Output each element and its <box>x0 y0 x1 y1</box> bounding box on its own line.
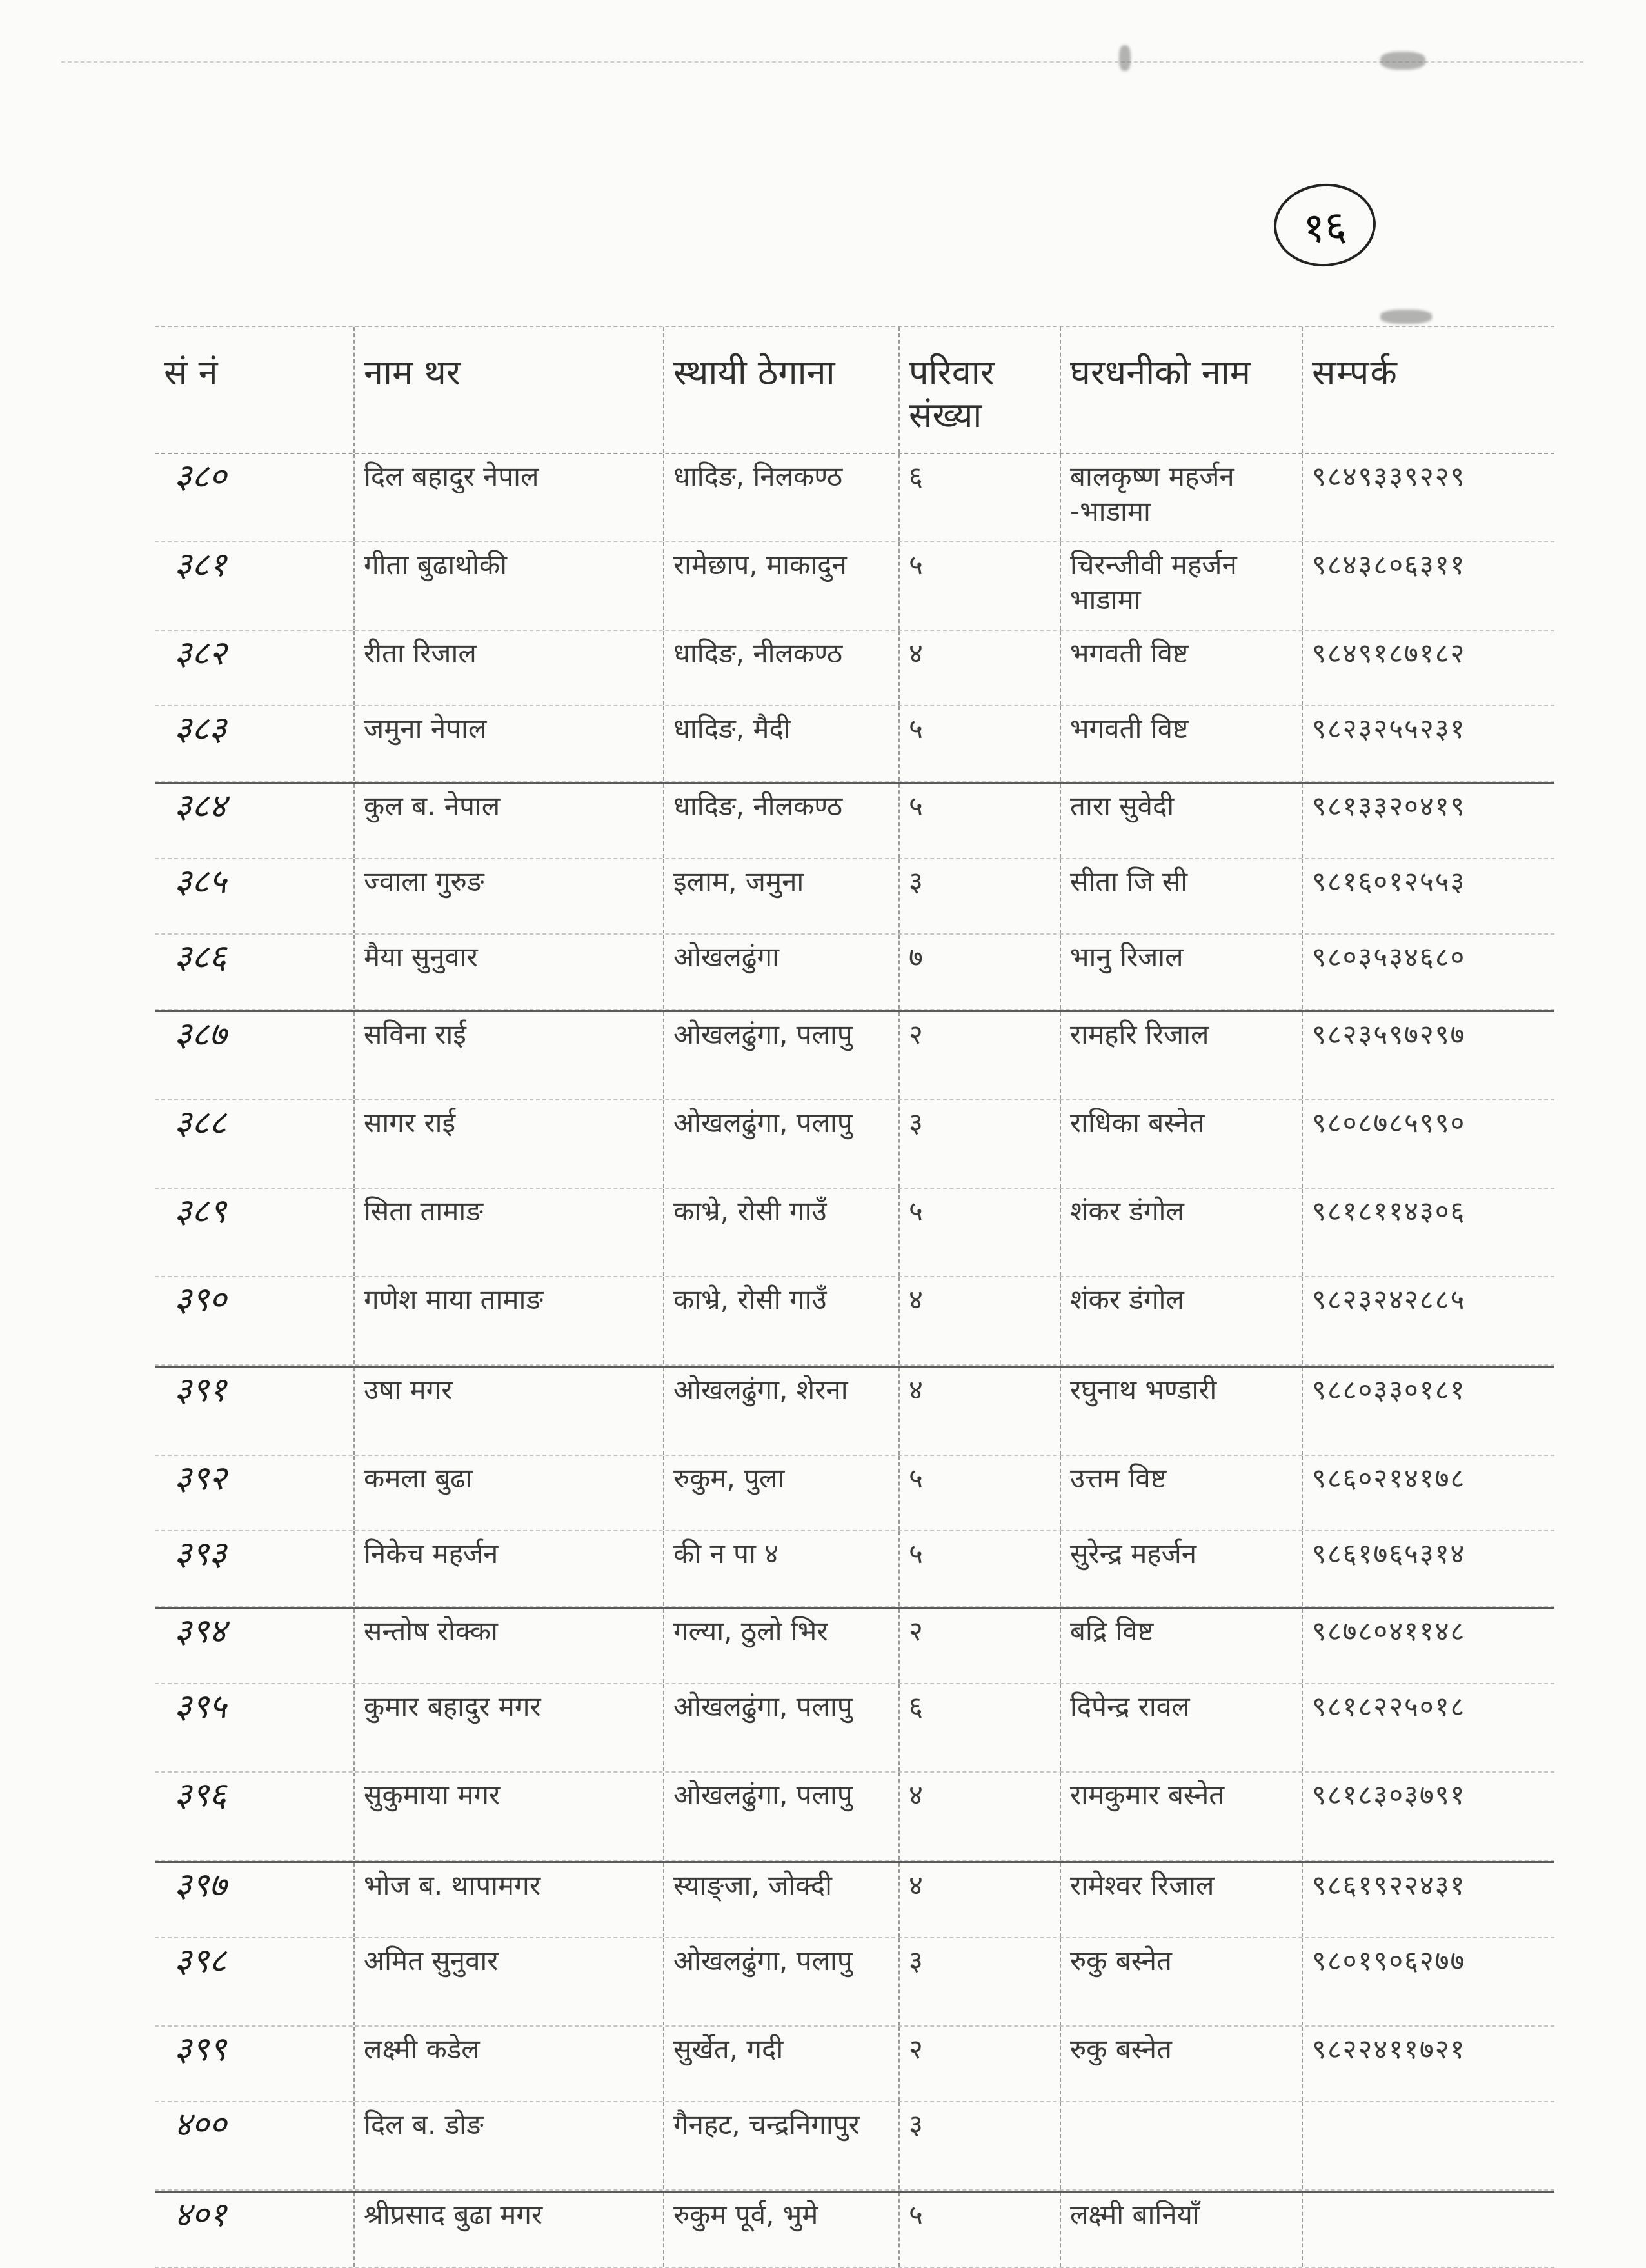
owner-cell: सुरेन्द्र महर्जन <box>1061 1531 1303 1606</box>
contact-cell: ९८१८११४३०६ <box>1312 1195 1466 1227</box>
sn-cell: ३९२ <box>155 1456 355 1530</box>
sn-cell: ३८१ <box>155 542 355 630</box>
sn-cell: ३९१ <box>155 1368 355 1455</box>
address-cell: रामेछाप, माकादुन <box>664 542 900 630</box>
family-size-cell: ५ <box>900 1531 1061 1606</box>
family-size-cell: ६ <box>900 454 1061 541</box>
name-cell: रीता रिजाल <box>355 631 664 705</box>
name-cell: दिल बहादुर नेपाल <box>355 454 664 541</box>
owner-cell: सीता जि सी <box>1061 859 1303 933</box>
contact-cell: ९८६१७६५३१४ <box>1312 1538 1466 1569</box>
name-cell: भोज ब. थापामगर <box>355 1863 664 1937</box>
sn-cell: ४०० <box>155 2102 355 2189</box>
page-number: १६ <box>1271 181 1379 270</box>
address-cell: रुकुम, पुला <box>664 1456 900 1530</box>
name-cell: गणेश माया तामाङ <box>355 1277 664 1364</box>
name-cell: सन्तोष रोक्का <box>355 1609 664 1683</box>
table-row <box>155 454 1554 542</box>
table-row <box>155 935 1554 1010</box>
name-cell: लक्ष्मी कडेल <box>355 2027 664 2101</box>
address-cell: की न पा ४ <box>664 1531 900 1606</box>
sn-cell: ३९३ <box>155 1531 355 1606</box>
address-cell: ओखलढुंगा, पलापु <box>664 1684 900 1771</box>
family-size-cell: ५ <box>900 1456 1061 1530</box>
family-size-cell: ४ <box>900 1863 1061 1937</box>
table-row <box>155 1366 1554 1456</box>
contact-cell: ९८१६०१२५५३ <box>1312 866 1466 897</box>
top-scan-edge <box>61 61 1583 63</box>
contact-cell: ९८२३२५५२३१ <box>1312 713 1466 744</box>
owner-cell: भगवती विष्ट <box>1061 631 1303 705</box>
sn-cell: ३९७ <box>155 1863 355 1937</box>
owner-cell: भानु रिजाल <box>1061 935 1303 1009</box>
sn-cell: ३८८ <box>155 1100 355 1188</box>
table-row <box>155 1607 1554 1684</box>
table-row <box>155 1100 1554 1189</box>
name-cell: जमुना नेपाल <box>355 706 664 781</box>
contact-cell: ९८२३५९७२९७ <box>1312 1019 1466 1050</box>
owner-cell: लक्ष्मी बानियाँ <box>1061 2193 1303 2267</box>
contact-cell: ९८७८०४११४८ <box>1312 1615 1466 1647</box>
table-row <box>155 1277 1554 1366</box>
address-cell: गैनहट, चन्द्रनिगापुर <box>664 2102 900 2189</box>
table-row <box>155 2102 1554 2191</box>
table-row <box>155 1773 1554 1861</box>
table-row <box>155 631 1554 706</box>
name-cell: दिल ब. डोङ <box>355 2102 664 2189</box>
address-cell: ओखलढुंगा, शेरना <box>664 1368 900 1455</box>
sn-cell: ३८५ <box>155 859 355 933</box>
table-row <box>155 1938 1554 2027</box>
family-size-cell: ५ <box>900 1189 1061 1276</box>
table-body <box>155 454 1554 2268</box>
owner-cell: उत्तम विष्ट <box>1061 1456 1303 1530</box>
family-size-cell: ४ <box>900 1277 1061 1364</box>
sn-cell: ३८६ <box>155 935 355 1009</box>
owner-cell: रामेश्वर रिजाल <box>1061 1863 1303 1937</box>
scan-smudge <box>1380 52 1425 70</box>
family-size-cell: ५ <box>900 2193 1061 2267</box>
col-header-contact: सम्पर्क <box>1312 352 1398 393</box>
sn-cell: ३८२ <box>155 631 355 705</box>
owner-cell: शंकर डंगोल <box>1061 1277 1303 1364</box>
contact-cell: ९८४९१८७१८२ <box>1312 637 1466 669</box>
name-cell: सविना राई <box>355 1012 664 1099</box>
scan-smudge <box>1119 45 1131 71</box>
family-size-cell: २ <box>900 1012 1061 1099</box>
address-cell: धादिङ, नीलकण्ठ <box>664 784 900 858</box>
sn-cell: ३९५ <box>155 1684 355 1771</box>
family-size-cell: ७ <box>900 935 1061 1009</box>
contact-cell <box>1303 2193 1554 2267</box>
family-size-cell: ३ <box>900 1938 1061 2025</box>
address-cell: ओखलढुंगा, पलापु <box>664 1100 900 1188</box>
owner-cell: तारा सुवेदी <box>1061 784 1303 858</box>
owner-cell: रुकु बस्नेत <box>1061 1938 1303 2025</box>
address-cell: काभ्रे, रोसी गाउँ <box>664 1189 900 1276</box>
contact-cell: ९८२३२४२८८५ <box>1312 1284 1466 1315</box>
name-cell: ज्वाला गुरुङ <box>355 859 664 933</box>
owner-cell: भगवती विष्ट <box>1061 706 1303 781</box>
address-cell: धादिङ, निलकण्ठ <box>664 454 900 541</box>
family-size-cell: ५ <box>900 784 1061 858</box>
table-row <box>155 1684 1554 1773</box>
owner-cell: शंकर डंगोल <box>1061 1189 1303 1276</box>
family-size-cell: ४ <box>900 1773 1061 1860</box>
table-row <box>155 1010 1554 1100</box>
family-size-cell: ४ <box>900 1368 1061 1455</box>
address-cell: रुकुम पूर्व, भुमे <box>664 2193 900 2267</box>
table-row <box>155 1189 1554 1277</box>
contact-cell: ९८४९३३९२२९ <box>1312 461 1466 492</box>
address-cell: ओखलढुंगा <box>664 935 900 1009</box>
table-row <box>155 542 1554 631</box>
name-cell: कुमार बहादुर मगर <box>355 1684 664 1771</box>
address-cell: ओखलढुंगा, पलापु <box>664 1012 900 1099</box>
address-cell: सुर्खेत, गदी <box>664 2027 900 2101</box>
owner-cell: राधिका बस्नेत <box>1061 1100 1303 1188</box>
col-header-family: परिवार संख्या <box>900 327 1061 453</box>
col-header-owner: घरधनीको नाम <box>1061 327 1303 453</box>
family-size-cell: ६ <box>900 1684 1061 1771</box>
table-row <box>155 782 1554 859</box>
family-size-cell: ३ <box>900 2102 1061 2189</box>
table-row <box>155 2027 1554 2102</box>
name-cell: सुकुमाया मगर <box>355 1773 664 1860</box>
owner-cell: दिपेन्द्र रावल <box>1061 1684 1303 1771</box>
family-size-cell: ३ <box>900 1100 1061 1188</box>
name-cell: मैया सुनुवार <box>355 935 664 1009</box>
name-cell: कुल ब. नेपाल <box>355 784 664 858</box>
family-size-cell: ५ <box>900 706 1061 781</box>
col-header-address: स्थायी ठेगाना <box>664 327 900 453</box>
table-row <box>155 859 1554 935</box>
name-cell: सागर राई <box>355 1100 664 1188</box>
contact-cell: ९८०३५३४६८० <box>1312 941 1466 973</box>
family-size-cell: २ <box>900 2027 1061 2101</box>
owner-cell: रामकुमार बस्नेत <box>1061 1773 1303 1860</box>
address-cell: ओखलढुंगा, पलापु <box>664 1773 900 1860</box>
owner-cell: बद्रि विष्ट <box>1061 1609 1303 1683</box>
contact-cell: ९८०१९०६२७७ <box>1312 1945 1466 1976</box>
table-row <box>155 1456 1554 1531</box>
contact-cell <box>1303 2102 1554 2189</box>
address-cell: ओखलढुंगा, पलापु <box>664 1938 900 2025</box>
sn-cell: ३९८ <box>155 1938 355 2025</box>
name-cell: अमित सुनुवार <box>355 1938 664 2025</box>
name-cell: कमला बुढा <box>355 1456 664 1530</box>
sn-cell: ३८० <box>155 454 355 541</box>
table-row <box>155 1861 1554 1938</box>
contact-cell: ९८६१९२२४३१ <box>1312 1869 1466 1901</box>
owner-cell: बालकृष्ण महर्जन -भाडामा <box>1061 454 1303 541</box>
sn-cell: ३८७ <box>155 1012 355 1099</box>
table-row <box>155 2191 1554 2268</box>
table-row <box>155 706 1554 782</box>
family-size-cell: ४ <box>900 631 1061 705</box>
sn-cell: ३९४ <box>155 1609 355 1683</box>
address-cell: धादिङ, मैदी <box>664 706 900 781</box>
contact-cell: ९८६०२१४१७८ <box>1312 1462 1466 1494</box>
name-cell: गीता बुढाथोकी <box>355 542 664 630</box>
table-row <box>155 1531 1554 1607</box>
col-header-sn: सं नं <box>155 327 355 453</box>
sn-cell: ४०१ <box>155 2193 355 2267</box>
sn-cell: ३८४ <box>155 784 355 858</box>
col-header-name: नाम थर <box>355 327 664 453</box>
family-size-cell: ५ <box>900 542 1061 630</box>
address-cell: काभ्रे, रोसी गाउँ <box>664 1277 900 1364</box>
contact-cell: ९८१८२२५०१८ <box>1312 1691 1466 1722</box>
owner-cell: रामहरि रिजाल <box>1061 1012 1303 1099</box>
address-cell: धादिङ, नीलकण्ठ <box>664 631 900 705</box>
sn-cell: ३९० <box>155 1277 355 1364</box>
address-cell: गल्या, ठुलो भिर <box>664 1609 900 1683</box>
family-size-cell: ३ <box>900 859 1061 933</box>
ledger-table <box>155 326 1554 2268</box>
name-cell: सिता तामाङ <box>355 1189 664 1276</box>
sn-cell: ३८९ <box>155 1189 355 1276</box>
owner-cell <box>1061 2102 1303 2189</box>
contact-cell: ९८२२४११७२१ <box>1312 2033 1466 2065</box>
contact-cell: ९८०८७८५९९० <box>1312 1107 1466 1139</box>
owner-cell: चिरन्जीवी महर्जन भाडामा <box>1061 542 1303 630</box>
sn-cell: ३९९ <box>155 2027 355 2101</box>
owner-cell: रघुनाथ भण्डारी <box>1061 1368 1303 1455</box>
family-size-cell: २ <box>900 1609 1061 1683</box>
name-cell: श्रीप्रसाद बुढा मगर <box>355 2193 664 2267</box>
address-cell: स्याङ्जा, जोक्दी <box>664 1863 900 1937</box>
contact-cell: ९८१३३२०४१९ <box>1312 790 1466 822</box>
name-cell: उषा मगर <box>355 1368 664 1455</box>
contact-cell: ९८१८३०३७९१ <box>1312 1779 1466 1811</box>
owner-cell: रुकु बस्नेत <box>1061 2027 1303 2101</box>
table-header <box>155 326 1554 454</box>
contact-cell: ९८८०३३०१८१ <box>1312 1374 1466 1406</box>
sn-cell: ३८३ <box>155 706 355 781</box>
scan-smudge <box>1380 310 1432 324</box>
name-cell: निकेच महर्जन <box>355 1531 664 1606</box>
address-cell: इलाम, जमुना <box>664 859 900 933</box>
contact-cell: ९८४३८०६३११ <box>1312 549 1466 581</box>
sn-cell: ३९६ <box>155 1773 355 1860</box>
